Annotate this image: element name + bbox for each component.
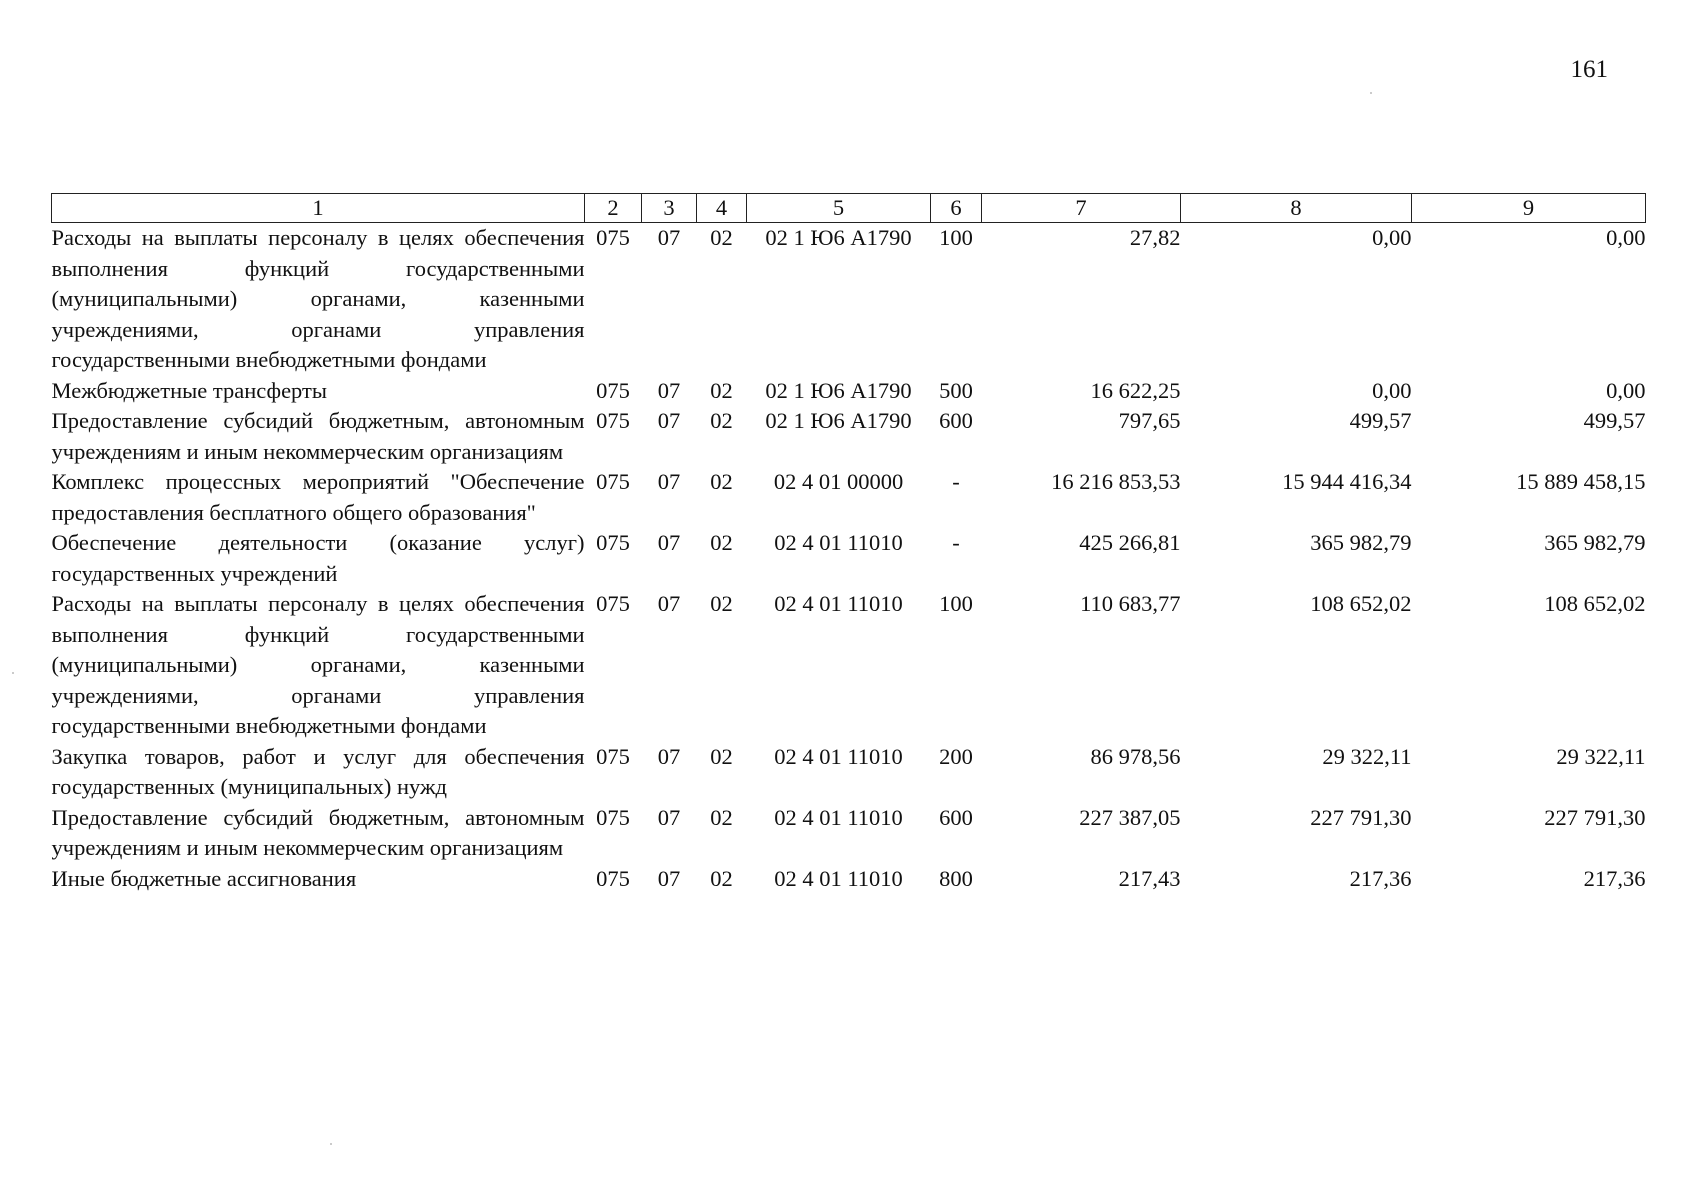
amount-col9-cell: 29 322,11: [1556, 743, 1646, 769]
expense-type-cell: 800: [939, 865, 973, 891]
section-code-cell: 07: [657, 377, 681, 403]
expense-name-cell: Комплекс процессных мероприятий "Обеспечение предоставления бесплатного общего образования": [51, 469, 585, 525]
subsection-code-cell: 02: [710, 591, 733, 616]
amount-col7-cell: 227 387,05: [1079, 804, 1181, 830]
section-code-cell: 07: [657, 591, 681, 616]
scan-speck: [330, 1143, 332, 1145]
amount-col7-cell: 16 216 853,53: [1051, 469, 1181, 494]
expense-type-cell: -: [952, 530, 960, 555]
expense-name-cell: Предоставление субсидий бюджетным, автономным учреждениям и иным некоммерческим организациям: [51, 804, 585, 860]
section-code-cell: 07: [657, 743, 681, 769]
target-article-cell: 02 1 Ю6 А1790: [765, 225, 912, 250]
expense-name-cell: Расходы на выплаты персоналу в целях обеспечения выполнения функций государственными (муниципальными) органами, казенными учреждениями, органами управления государственными внебюджетными фондами: [51, 591, 585, 738]
table-row: [52, 406, 1646, 467]
subsection-code-cell: 02: [710, 408, 733, 433]
amount-col9-cell: 0,00: [1606, 225, 1646, 250]
target-article-cell: 02 4 01 11010: [774, 865, 903, 891]
scan-speck: [12, 672, 14, 674]
amount-col8-cell: 499,57: [1349, 408, 1412, 433]
expense-type-cell: 100: [939, 591, 973, 616]
expense-type-cell: 100: [939, 225, 973, 250]
subsection-code-cell: 02: [710, 804, 733, 830]
section-code-cell: 07: [657, 530, 681, 555]
column-header: 5: [747, 194, 931, 223]
amount-col8-cell: 217,36: [1349, 865, 1412, 891]
target-article-cell: 02 4 01 11010: [774, 591, 903, 616]
target-article-cell: 02 4 01 11010: [774, 804, 903, 830]
amount-col7-cell: 16 622,25: [1090, 377, 1181, 403]
amount-col8-cell: 365 982,79: [1310, 530, 1412, 555]
expense-name-cell: Обеспечение деятельности (оказание услуг) государственных учреждений: [51, 530, 585, 586]
subsection-code-cell: 02: [710, 530, 733, 555]
table-row: [52, 467, 1646, 528]
section-code-cell: 07: [657, 865, 681, 891]
table-row: [52, 223, 1646, 376]
budget-table: [51, 193, 1646, 894]
amount-col8-cell: 29 322,11: [1322, 743, 1412, 769]
target-article-cell: 02 1 Ю6 А1790: [765, 408, 912, 433]
expense-type-cell: 600: [939, 408, 973, 433]
amount-col7-cell: 27,82: [1129, 225, 1181, 250]
amount-col9-cell: 227 791,30: [1544, 804, 1646, 830]
expense-type-cell: 500: [939, 377, 973, 403]
amount-col9-cell: 0,00: [1606, 377, 1646, 403]
page-number: 161: [1570, 56, 1608, 83]
grbs-code-cell: 075: [596, 591, 630, 616]
amount-col9-cell: 365 982,79: [1544, 530, 1646, 555]
amount-col7-cell: 217,43: [1118, 865, 1181, 891]
amount-col7-cell: 86 978,56: [1090, 743, 1181, 769]
column-header: 1: [52, 194, 585, 223]
amount-col9-cell: 217,36: [1583, 865, 1646, 891]
expense-name-cell: Межбюджетные трансферты: [51, 377, 327, 403]
subsection-code-cell: 02: [710, 743, 733, 769]
grbs-code-cell: 075: [596, 804, 630, 830]
column-header: 9: [1412, 194, 1646, 223]
amount-col8-cell: 0,00: [1372, 377, 1412, 403]
expense-name-cell: Закупка товаров, работ и услуг для обеспечения государственных (муниципальных) нужд: [51, 743, 585, 799]
grbs-code-cell: 075: [596, 225, 630, 250]
expense-name-cell: Предоставление субсидий бюджетным, автономным учреждениям и иным некоммерческим организациям: [51, 408, 585, 464]
scan-speck: [1370, 92, 1372, 94]
grbs-code-cell: 075: [596, 743, 630, 769]
subsection-code-cell: 02: [710, 377, 733, 403]
subsection-code-cell: 02: [710, 225, 733, 250]
expense-name-cell: Иные бюджетные ассигнования: [51, 865, 357, 891]
amount-col9-cell: 499,57: [1583, 408, 1646, 433]
subsection-code-cell: 02: [710, 469, 733, 494]
target-article-cell: 02 4 01 11010: [774, 743, 903, 769]
amount-col7-cell: 110 683,77: [1080, 591, 1181, 616]
column-header: 7: [982, 194, 1181, 223]
column-header: 8: [1181, 194, 1412, 223]
section-code-cell: 07: [657, 408, 681, 433]
grbs-code-cell: 075: [596, 408, 630, 433]
section-code-cell: 07: [657, 804, 681, 830]
amount-col7-cell: 425 266,81: [1079, 530, 1181, 555]
grbs-code-cell: 075: [596, 865, 630, 891]
amount-col8-cell: 227 791,30: [1310, 804, 1412, 830]
column-header: 3: [642, 194, 697, 223]
column-header: 2: [585, 194, 642, 223]
amount-col8-cell: 108 652,02: [1310, 591, 1412, 616]
amount-col9-cell: 15 889 458,15: [1516, 469, 1646, 494]
grbs-code-cell: 075: [596, 469, 630, 494]
target-article-cell: 02 4 01 11010: [774, 530, 903, 555]
expense-type-cell: -: [952, 469, 960, 494]
table-row: [52, 742, 1646, 803]
expense-name-cell: Расходы на выплаты персоналу в целях обеспечения выполнения функций государственными (муниципальными) органами, казенными учреждениями, органами управления государственными внебюджетными фондами: [51, 225, 585, 372]
amount-col7-cell: 797,65: [1118, 408, 1181, 433]
column-header: 4: [697, 194, 747, 223]
grbs-code-cell: 075: [596, 377, 630, 403]
section-code-cell: 07: [657, 225, 681, 250]
column-header: 6: [931, 194, 982, 223]
target-article-cell: 02 4 01 00000: [773, 469, 904, 494]
grbs-code-cell: 075: [596, 530, 630, 555]
target-article-cell: 02 1 Ю6 А1790: [765, 377, 912, 403]
subsection-code-cell: 02: [710, 865, 733, 891]
table-row: [52, 376, 1646, 407]
table-row: [52, 589, 1646, 742]
column-number-header-row: [52, 194, 1646, 223]
table-row: [52, 864, 1646, 895]
table-row: [52, 803, 1646, 864]
amount-col8-cell: 0,00: [1372, 225, 1412, 250]
expense-type-cell: 600: [939, 804, 973, 830]
section-code-cell: 07: [657, 469, 681, 494]
amount-col8-cell: 15 944 416,34: [1282, 469, 1412, 494]
expense-type-cell: 200: [939, 743, 973, 769]
amount-col9-cell: 108 652,02: [1544, 591, 1646, 616]
table-row: [52, 528, 1646, 589]
